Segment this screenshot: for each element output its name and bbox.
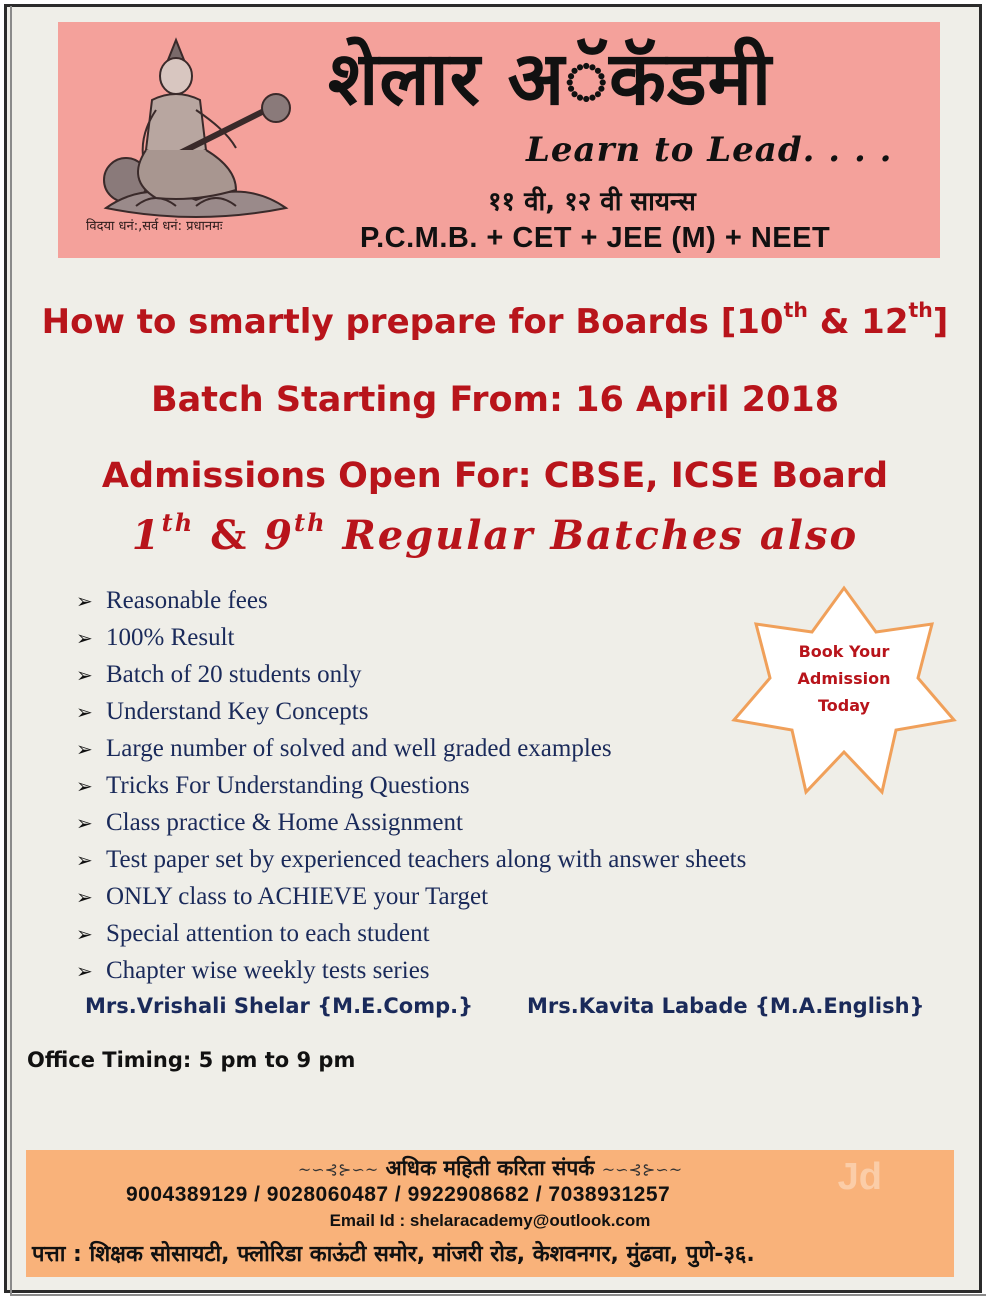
arrow-bullet-icon: ➢ bbox=[76, 702, 93, 724]
contact-footer bbox=[26, 1150, 954, 1277]
arrow-bullet-icon: ➢ bbox=[76, 776, 93, 798]
arrow-bullet-icon: ➢ bbox=[76, 591, 93, 613]
jd-watermark: Jd bbox=[837, 1156, 882, 1198]
list-item: ➢ 100% Result bbox=[76, 621, 746, 658]
list-item: ➢ Batch of 20 students only bbox=[76, 658, 746, 695]
tagline: Learn to Lead. . . . bbox=[526, 130, 893, 170]
arrow-bullet-icon: ➢ bbox=[76, 665, 93, 687]
office-timing: Office Timing: 5 pm to 9 pm bbox=[27, 1048, 356, 1072]
badge-line: Today bbox=[818, 696, 870, 715]
regular-batches-heading: 1th & 9th Regular Batches also bbox=[131, 508, 859, 559]
arrow-bullet-icon: ➢ bbox=[76, 850, 93, 872]
list-item: ➢ Chapter wise weekly tests series bbox=[76, 954, 746, 991]
feature-list bbox=[76, 584, 746, 991]
arrow-bullet-icon: ➢ bbox=[76, 961, 93, 983]
arrow-bullet-icon: ➢ bbox=[76, 924, 93, 946]
badge-line: Book Your bbox=[798, 642, 890, 661]
contact-title: ~∽⊰⊱∽~ अधिक महिती करिता संपर्क ~∽⊰⊱∽~ bbox=[297, 1156, 683, 1180]
badge-line: Admission bbox=[797, 669, 891, 688]
header-banner bbox=[58, 22, 940, 258]
phone-numbers: 9004389129 / 9028060487 / 9922908682 / 7038931257 bbox=[126, 1183, 671, 1206]
teacher-vrishali: Mrs.Vrishali Shelar {M.E.Comp.} bbox=[85, 994, 474, 1018]
arrow-bullet-icon: ➢ bbox=[76, 628, 93, 650]
swirl-ornament-icon: ~∽⊰⊱∽~ bbox=[297, 1160, 379, 1179]
arrow-bullet-icon: ➢ bbox=[76, 887, 93, 909]
arrow-bullet-icon: ➢ bbox=[76, 739, 93, 761]
book-admission-badge bbox=[764, 638, 924, 719]
sanskrit-motto: विदया धनं:,सर्व धनं: प्रधानमः bbox=[86, 219, 223, 234]
saraswati-illustration-icon bbox=[86, 30, 306, 230]
list-item: ➢ Class practice & Home Assignment bbox=[76, 806, 746, 843]
list-item: ➢ Large number of solved and well graded examples bbox=[76, 732, 746, 769]
list-item: ➢ Understand Key Concepts bbox=[76, 695, 746, 732]
list-item: ➢ Tricks For Understanding Questions bbox=[76, 769, 746, 806]
boards-heading: How to smartly prepare for Boards [10th & 12th] bbox=[41, 298, 949, 342]
list-item: ➢ Special attention to each student bbox=[76, 917, 746, 954]
swirl-ornament-icon: ~∽⊰⊱∽~ bbox=[601, 1160, 683, 1179]
postal-address: पत्ता : शिक्षक सोसायटी, फ्लोरिडा काऊंटी समोर, मांजरी रोड, केशवनगर, मुंढवा, पुणे-३६. bbox=[32, 1242, 755, 1267]
standards-offered: ११ वी, १२ वी सायन्स bbox=[488, 187, 696, 217]
courses-offered: P.C.M.B. + CET + JEE (M) + NEET bbox=[360, 222, 831, 254]
academy-name: शेलार अॅकॅडमी bbox=[328, 36, 773, 122]
teacher-kavita: Mrs.Kavita Labade {M.A.English} bbox=[527, 994, 925, 1018]
admissions-heading: Admissions Open For: CBSE, ICSE Board bbox=[101, 456, 889, 496]
arrow-bullet-icon: ➢ bbox=[76, 813, 93, 835]
batch-start-heading: Batch Starting From: 16 April 2018 bbox=[150, 380, 840, 420]
list-item: ➢ ONLY class to ACHIEVE your Target bbox=[76, 880, 746, 917]
list-item: ➢ Test paper set by experienced teachers along with answer sheets bbox=[76, 843, 746, 880]
email-address: Email Id : shelaracademy@outlook.com bbox=[329, 1211, 651, 1230]
list-item: ➢ Reasonable fees bbox=[76, 584, 746, 621]
